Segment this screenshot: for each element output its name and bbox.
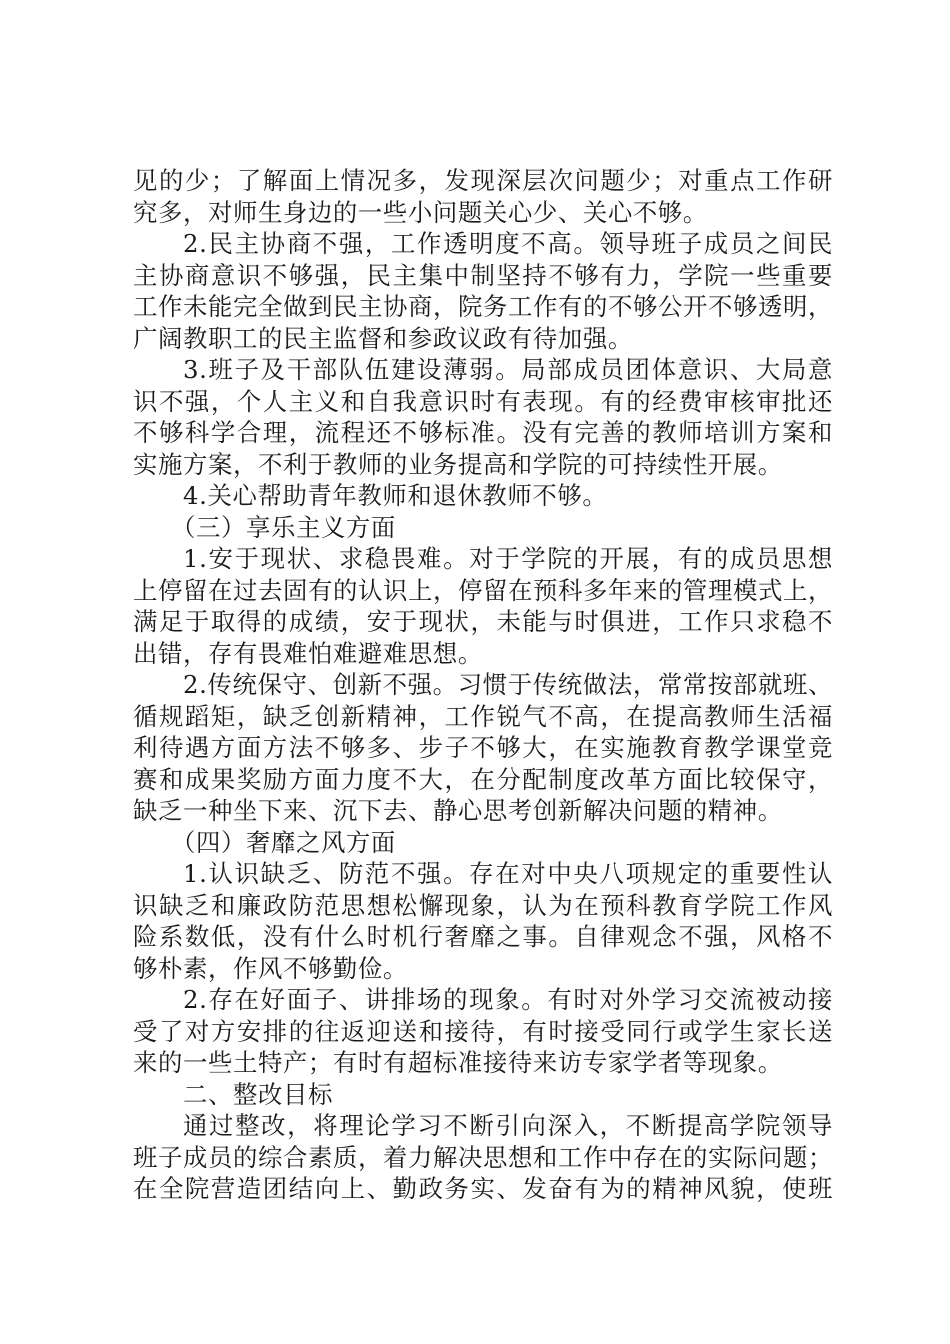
text-line: 广阔教职工的民主监督和参政议政有待加强。 <box>133 323 633 353</box>
text-line: 究多，对师生身边的一些小问题关心少、关心不够。 <box>133 197 708 227</box>
text-line: 主协商意识不够强，民主集中制坚持不够有力，学院一些重要 <box>133 260 833 290</box>
text-line: 识不强，个人主义和自我意识时有表现。有的经费审核审批还 <box>133 386 833 416</box>
text-line: 来的一些土特产；有时有超标准接待来访专家学者等现象。 <box>133 1048 783 1077</box>
text-line: 二、整改目标 <box>183 1079 333 1109</box>
text-line: 2.存在好面子、讲排场的现象。有时对外学习交流被动接 <box>183 985 833 1014</box>
text-line: 出错，存有畏难怕难避难思想。 <box>133 638 483 668</box>
text-line: 上停留在过去固有的认识上，停留在预科多年来的管理模式上， <box>133 575 833 605</box>
text-line: 循规蹈矩，缺乏创新精神，工作锐气不高，在提高教师生活福 <box>133 701 833 731</box>
text-line: 4.关心帮助青年教师和退休教师不够。 <box>183 481 608 510</box>
text-line: 2.民主协商不强，工作透明度不高。领导班子成员之间民 <box>183 229 833 258</box>
text-line: 3.班子及干部队伍建设薄弱。局部成员团体意识、大局意 <box>183 355 833 384</box>
text-line: 赛和成果奖励方面力度不大，在分配制度改革方面比较保守， <box>133 764 833 794</box>
text-line: 不够科学合理，流程还不够标准。没有完善的教师培训方案和 <box>133 418 833 447</box>
text-line: 识缺乏和廉政防范思想松懈现象，认为在预科教育学院工作风 <box>133 890 833 920</box>
text-line: 2.传统保守、创新不强。习惯于传统做法，常常按部就班、 <box>183 670 833 699</box>
text-line: 满足于取得的成绩，安于现状，未能与时俱进，工作只求稳不 <box>133 607 833 636</box>
text-line: 实施方案，不利于教师的业务提高和学院的可持续性开展。 <box>133 449 783 479</box>
text-line: （三）享乐主义方面 <box>171 512 396 542</box>
text-line: 缺乏一种坐下来、沉下去、静心思考创新解决问题的精神。 <box>133 796 783 825</box>
text-line: 1.认识缺乏、防范不强。存在对中央八项规定的重要性认 <box>183 859 833 888</box>
text-line: 利待遇方面方法不够多、步子不够大，在实施教育教学课堂竞 <box>133 733 833 762</box>
text-line: 1.安于现状、求稳畏难。对于学院的开展，有的成员思想 <box>183 544 833 573</box>
text-line: 受了对方安排的往返迎送和接待，有时接受同行或学生家长送 <box>133 1016 833 1046</box>
text-line: 见的少；了解面上情况多，发现深层次问题少；对重点工作研 <box>133 166 833 195</box>
text-line: 工作未能完全做到民主协商，院务工作有的不够公开不够透明， <box>133 292 833 321</box>
text-line: （四）奢靡之风方面 <box>171 827 396 857</box>
document-body <box>133 165 833 1205</box>
text-line: 通过整改，将理论学习不断引向深入，不断提高学院领导 <box>183 1111 833 1140</box>
text-line: 险系数低，没有什么时机行奢靡之事。自律观念不强，风格不 <box>133 922 833 951</box>
text-line: 在全院营造团结向上、勤政务实、发奋有为的精神风貌，使班 <box>133 1174 833 1203</box>
text-line: 班子成员的综合素质，着力解决思想和工作中存在的实际问题； <box>133 1142 833 1172</box>
text-line: 够朴素，作风不够勤俭。 <box>133 953 408 983</box>
